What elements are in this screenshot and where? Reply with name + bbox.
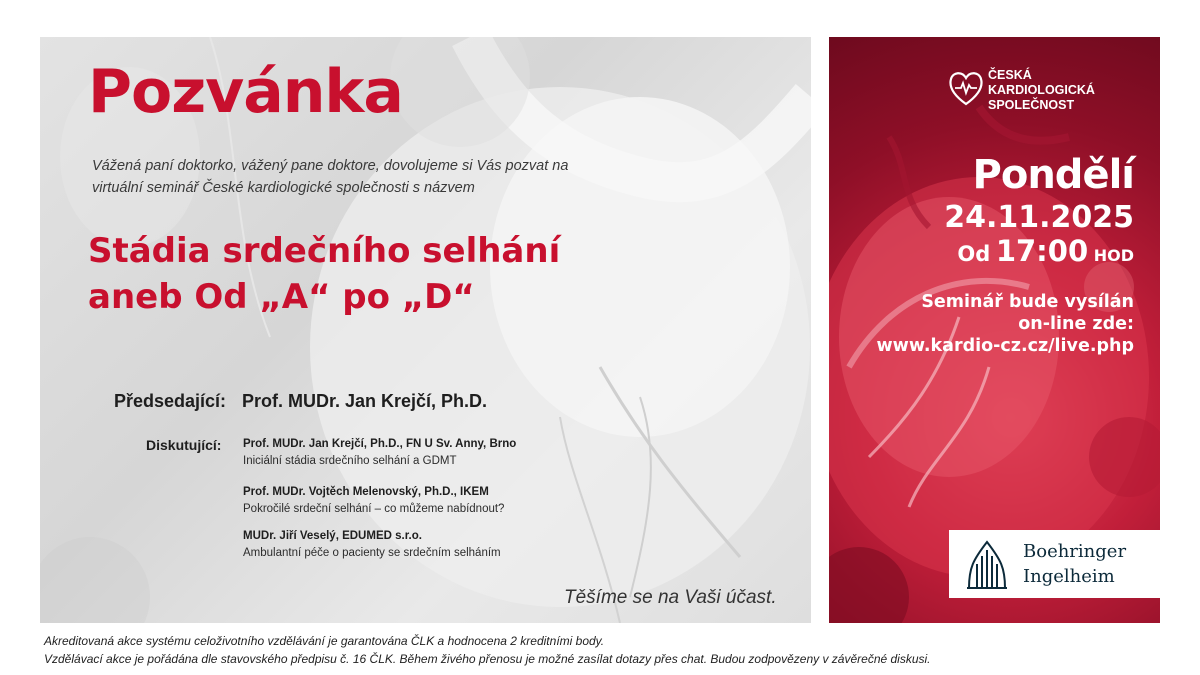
intro-line-1: Vážená paní doktorko, vážený pane doktore, dovolujeme si Vás pozvat na bbox=[92, 158, 569, 174]
society-name-line-3: SPOLEČNOST bbox=[988, 98, 1075, 112]
sponsor-logo bbox=[949, 530, 1160, 598]
society-name bbox=[988, 68, 1095, 113]
sponsor-name-line-2: Ingelheim bbox=[1023, 566, 1115, 587]
time-suffix: HOD bbox=[1093, 246, 1134, 265]
speaker-topic: Iniciální stádia srdečního selhání a GDMT bbox=[243, 455, 457, 467]
seminar-title-line-1: Stádia srdečního selhání bbox=[88, 231, 561, 271]
speaker-item bbox=[243, 436, 663, 470]
broadcast-url[interactable]: www.kardio-cz.cz/live.php bbox=[876, 336, 1134, 356]
broadcast-info bbox=[828, 291, 1134, 357]
society-name-line-2: KARDIOLOGICKÁ bbox=[988, 83, 1095, 97]
broadcast-line-1: Seminář bude vysílán bbox=[921, 292, 1134, 312]
accreditation-footer bbox=[44, 632, 931, 668]
speaker-name: MUDr. Jiří Veselý, EDUMED s.r.o. bbox=[243, 530, 422, 542]
seminar-title-line-2: aneb Od „A“ po „D“ bbox=[88, 277, 475, 317]
page-title: Pozvánka bbox=[88, 57, 403, 127]
footer-line-2: Vzdělávací akce je pořádána dle stavovského předpisu č. 16 ČLK. Během živého přenosu je možné zasílat dotazy přes chat. Budou zodpovězeny v závěrečné diskusi. bbox=[44, 652, 931, 666]
closing-text: Těšíme se na Vaši účast. bbox=[564, 587, 777, 608]
event-time bbox=[828, 234, 1134, 268]
boehringer-tower-icon bbox=[965, 538, 1009, 590]
speaker-topic: Ambulantní péče o pacienty se srdečním selháním bbox=[243, 547, 501, 559]
speaker-name: Prof. MUDr. Vojtěch Melenovský, Ph.D., IKEM bbox=[243, 486, 489, 498]
footer-line-1: Akreditovaná akce systému celoživotního vzdělávání je garantována ČLK a hodnocena 2 kreditními body. bbox=[44, 634, 605, 648]
speaker-item bbox=[243, 484, 663, 518]
chair-name: Prof. MUDr. Jan Krejčí, Ph.D. bbox=[242, 391, 488, 411]
society-logo bbox=[948, 66, 1148, 116]
chair-label: Předsedající: bbox=[114, 391, 227, 411]
speaker-name: Prof. MUDr. Jan Krejčí, Ph.D., FN U Sv. Anny, Brno bbox=[243, 438, 517, 450]
event-date: 24.11.2025 bbox=[944, 200, 1134, 235]
speaker-item bbox=[243, 528, 663, 562]
society-name-line-1: ČESKÁ bbox=[988, 68, 1032, 82]
speaker-topic: Pokročilé srdeční selhání – co můžeme nabídnout? bbox=[243, 503, 505, 515]
event-day: Pondělí bbox=[972, 152, 1134, 198]
time-prefix: Od bbox=[957, 242, 991, 266]
discussants-label: Diskutující: bbox=[146, 437, 222, 453]
sponsor-name bbox=[1023, 539, 1126, 589]
intro-line-2: virtuální seminář České kardiologické společnosti s názvem bbox=[92, 180, 475, 196]
seminar-title bbox=[88, 228, 560, 320]
heart-ecg-icon bbox=[948, 68, 984, 108]
intro-text bbox=[92, 155, 652, 199]
sponsor-name-line-1: Boehringer bbox=[1023, 541, 1127, 562]
time-value: 17:00 bbox=[995, 234, 1089, 268]
broadcast-line-2: on-line zde: bbox=[1018, 314, 1134, 334]
